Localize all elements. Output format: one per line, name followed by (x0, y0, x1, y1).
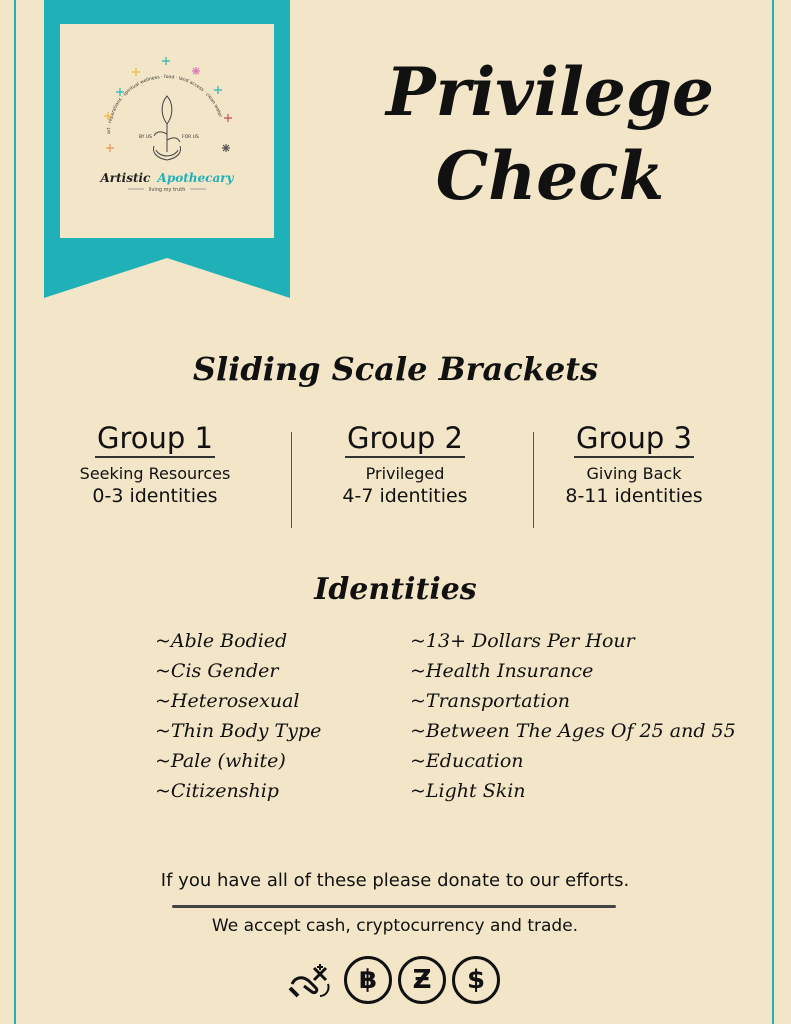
left-border-line (14, 0, 16, 1024)
list-item: ~Cis Gender (155, 660, 279, 682)
group-2-range: 4-7 identities (342, 485, 468, 507)
identities-right-list (410, 626, 736, 806)
logo-artwork (60, 24, 274, 238)
logo-brand-name: Artistic Apothecary (100, 171, 234, 185)
group-3-range: 8-11 identities (565, 485, 703, 507)
sliding-scale-heading: Sliding Scale Brackets (192, 350, 599, 388)
bitcoin-icon: ฿ (344, 956, 392, 1004)
list-item: ~Education (410, 750, 524, 772)
list-item: ~Heterosexual (155, 690, 300, 712)
group-2-column (290, 420, 520, 507)
zcash-icon: Ƶ (398, 956, 446, 1004)
title-line-2: Check (435, 137, 665, 215)
group-1-description: Seeking Resources (79, 464, 231, 483)
group-2-description: Privileged (365, 464, 445, 483)
logo (60, 24, 274, 238)
list-item: ~Between The Ages Of 25 and 55 (410, 720, 736, 742)
donate-underline (172, 905, 616, 908)
group-3-description: Giving Back (586, 464, 682, 483)
logo-hand-left-text: BY US (138, 135, 152, 140)
list-item: ~13+ Dollars Per Hour (410, 630, 635, 652)
group-1-column (40, 420, 270, 507)
dollar-icon: $ (452, 956, 500, 1004)
right-border-line (772, 0, 774, 1024)
plant-hands-icon (154, 96, 181, 160)
list-item: ~Pale (white) (155, 750, 286, 772)
identities-left-list (155, 626, 321, 806)
list-item: ~Citizenship (155, 780, 279, 802)
accepted-payment-message: We accept cash, cryptocurrency and trade. (211, 916, 579, 936)
identities-heading: Identities (314, 572, 477, 607)
svg-text:art · reparations · spiritual (106, 74, 223, 134)
donate-message: If you have all of these please donate to our efforts. (160, 870, 630, 891)
title-line-1: Privilege (385, 53, 715, 131)
group-3-column (519, 420, 749, 507)
group-1-name: Group 1 (95, 420, 215, 458)
list-item: ~Able Bodied (155, 630, 288, 652)
group-1-range: 0-3 identities (92, 485, 218, 507)
group-2-name: Group 2 (345, 420, 465, 458)
payment-icons (286, 954, 506, 1006)
list-item: ~Health Insurance (410, 660, 594, 682)
logo-arc-text: art · reparations · spiritual wellness · food · land access · clean water (106, 74, 223, 135)
list-item: ~Thin Body Type (155, 720, 322, 742)
logo-tagline: living my truth (148, 187, 186, 193)
logo-hand-right-text: FOR US (182, 135, 199, 140)
group-3-name: Group 3 (574, 420, 694, 458)
list-item: ~Light Skin (410, 780, 526, 802)
trade-icon (286, 954, 334, 1002)
list-item: ~Transportation (410, 690, 571, 712)
page-title (340, 50, 760, 218)
